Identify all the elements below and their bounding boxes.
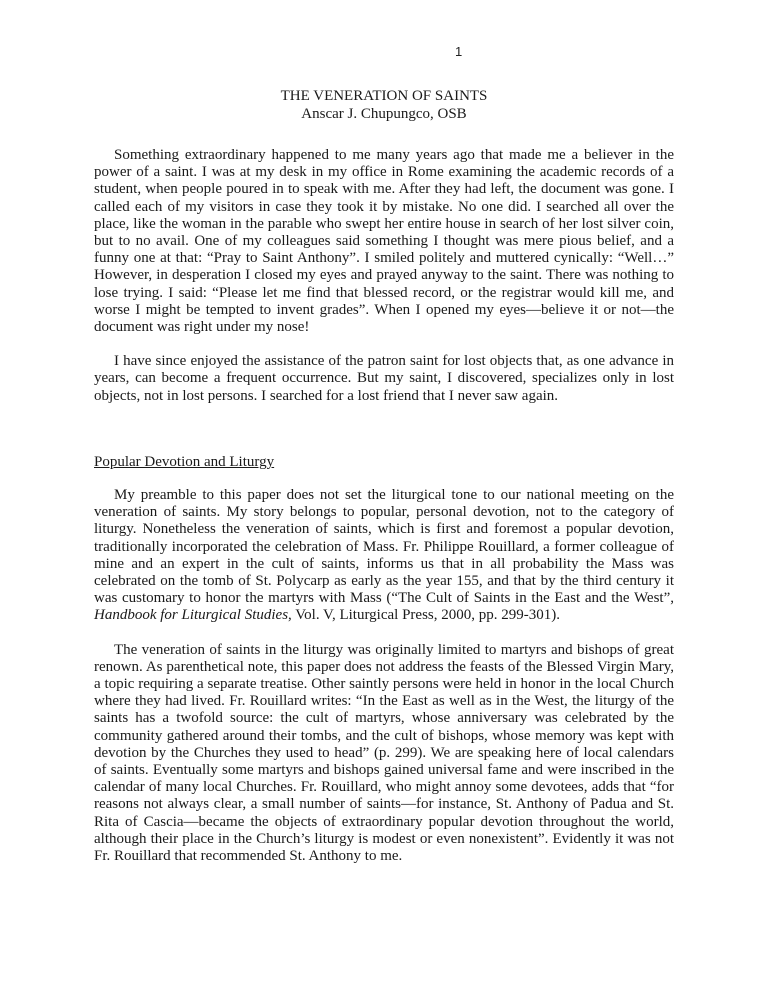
page-number: 1 bbox=[455, 44, 463, 59]
title-block bbox=[0, 87, 768, 123]
document-author: Anscar J. Chupungco, OSB bbox=[301, 106, 467, 122]
paragraph: Something extraordinary happened to me many years ago that made me a believer in the power of a saint. I was at my desk in my office in Rome examining the academic records of a student, when people poured in to speak with me. After they had left, the document was gone. I called each of my visitors in case they took it by mistake. No one did. I searched all over the place, like the woman in the parable who swept her entire house in search of her lost silver coin, but to no avail. One of my colleagues said something I thought was mere pious belief, and a funny one at that: “Pray to Saint Anthony”. I smiled politely and muttered cynically: “Well…” However, in desperation I closed my eyes and prayed anyway to the saint. There was nothing to lose trying. I said: “Please let me find that blessed record, or the registrar would kill me, and worse I might be tempted to invent grades”. When I opened my eyes—believe it or not—the document was right under my nose! bbox=[94, 147, 674, 336]
paragraph-text: , Vol. V, Liturgical Press, 2000, pp. 299-301). bbox=[288, 607, 560, 624]
paragraph bbox=[94, 487, 674, 625]
section-heading: Popular Devotion and Liturgy bbox=[94, 454, 275, 470]
book-title: Handbook for Liturgical Studies bbox=[94, 607, 289, 624]
paragraph: I have since enjoyed the assistance of the patron saint for lost objects that, as one advance in years, can become a frequent occurrence. But my saint, I discovered, specializes only in lost objects, not in lost persons. I searched for a lost friend that I never saw again. bbox=[94, 353, 674, 404]
document-title: THE VENERATION OF SAINTS bbox=[280, 88, 488, 104]
popular-devotion-section bbox=[94, 487, 674, 865]
paragraph-text: My preamble to this paper does not set the liturgical tone to our national meeting on the veneration of saints. My story belongs to popular, personal devotion, not to the category of liturgy. Nonetheless the veneration of saints, which is first and foremost a popular devotion, traditionally incorporated the celebration of Mass. Fr. Philippe Rouillard, a former colleague of mine and an expert in the cult of saints, informs us that in all probability the Mass was celebrated on the tomb of St. Polycarp as early as the year 155, and that by the third century it was customary to honor the martyrs with Mass (“The Cult of Saints in the East and the West”, bbox=[94, 487, 674, 607]
intro-section bbox=[94, 147, 674, 405]
paragraph: The veneration of saints in the liturgy was originally limited to martyrs and bishops of great renown. As parenthetical note, this paper does not address the feasts of the Blessed Virgin Mary, a topic requiring a separate treatise. Other saintly persons were held in honor in the local Church where they had lived. Fr. Rouillard writes: “In the East as well as in the West, the liturgy of the saints has a twofold source: the cult of martyrs, whose anniversary was celebrated by the community gathered around their tombs, and the cult of bishops, whose memory was kept with devotion by the Churches they used to head” (p. 299). We are speaking here of local calendars of saints. Eventually some martyrs and bishops gained universal fame and were inscribed in the calendar of many local Churches. Fr. Rouillard, who might annoy some devotees, adds that “for reasons not always clear, a small number of saints—for instance, St. Anthony of Padua and St. Rita of Cascia—became the objects of extraordinary popular devotion throughout the world, although their place in the Church’s liturgy is modest or even nonexistent”. Evidently it was not Fr. Rouillard that recommended St. Anthony to me. bbox=[94, 641, 674, 865]
